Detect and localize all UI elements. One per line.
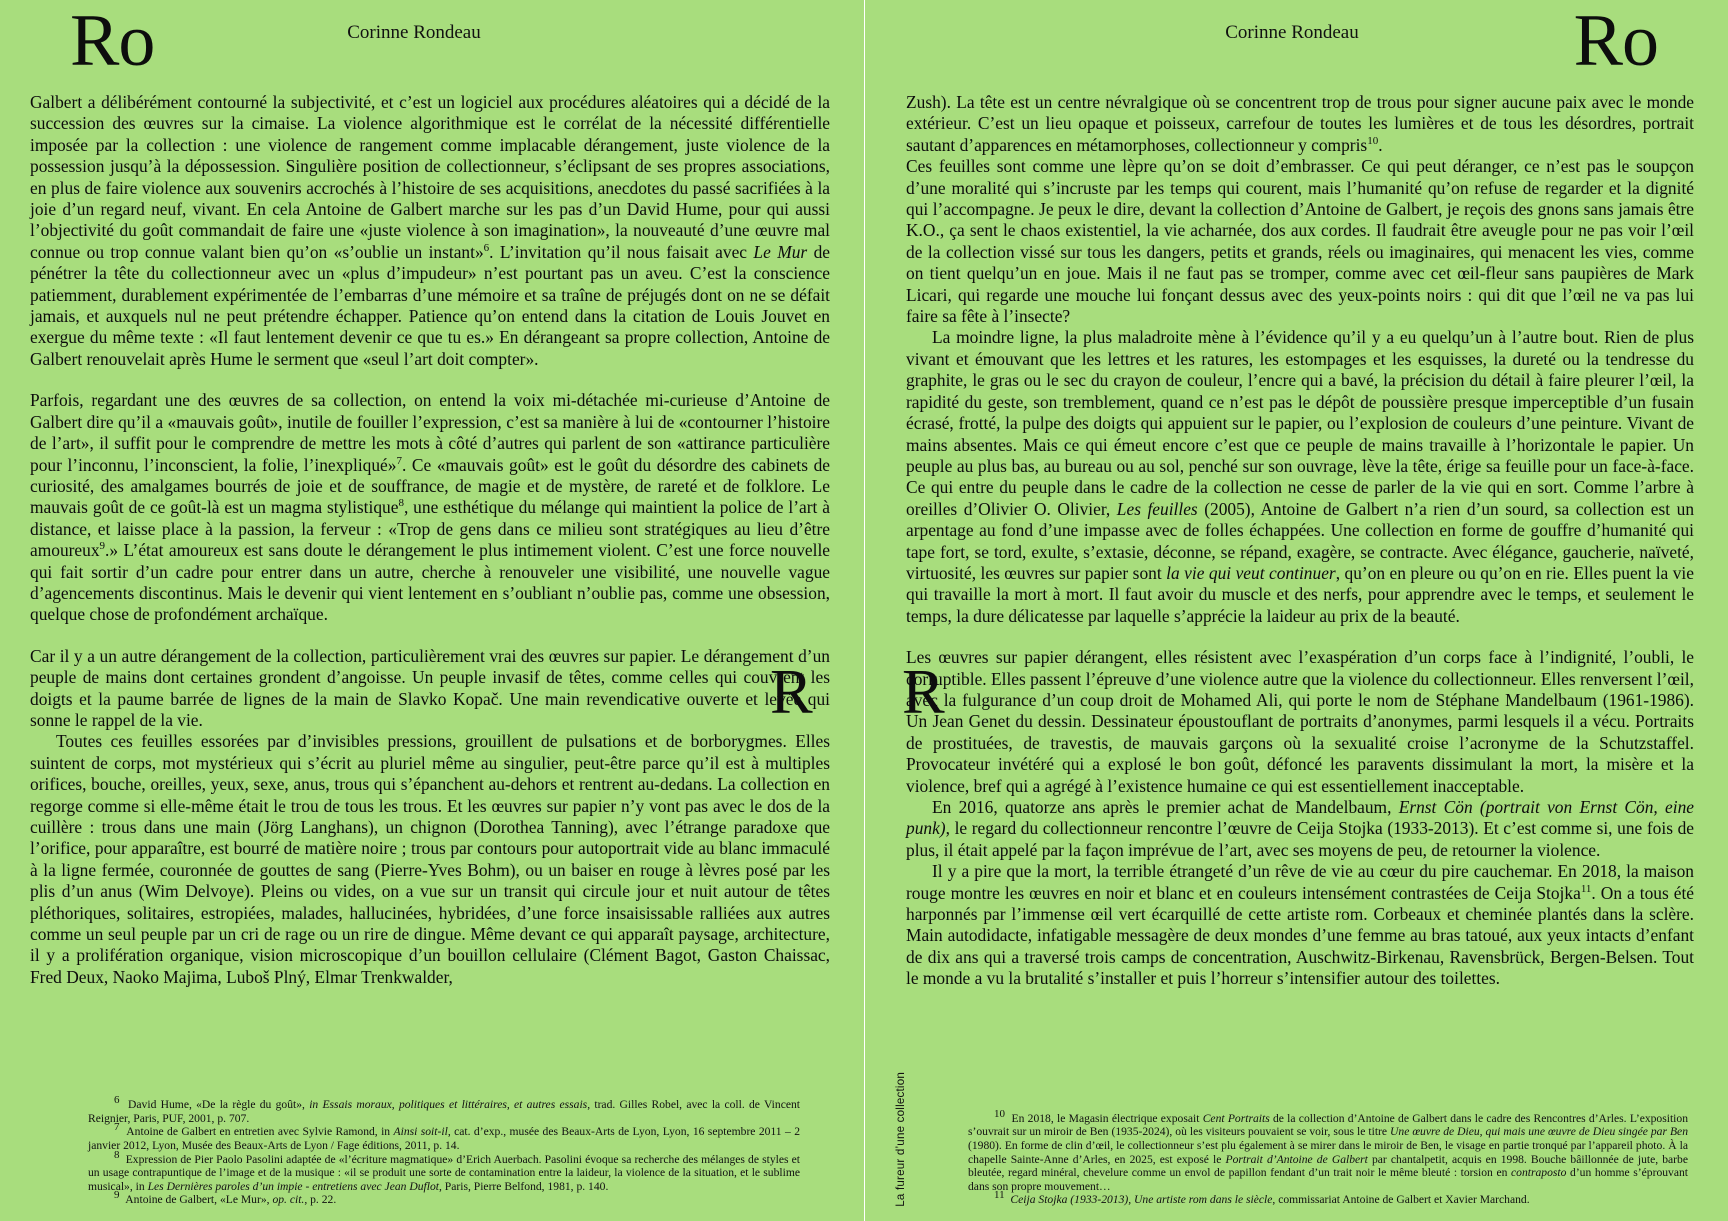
author-name-left: Corinne Rondeau xyxy=(347,22,481,43)
title-ernst-con: Ernst Cön (portrait von Ernst Cön, eine punk) xyxy=(906,797,1694,839)
right-footnotes xyxy=(968,1107,1689,1207)
footnote-7: $^7$ Antoine de Galbert en entretien avec Sylvie Ramond, in Ainsi soit-il, cat. d’exp., musée des Beaux-Arts de Lyon, Lyon, 16 septembre 2011 – 2 janvier 2012, Lyon, Musée des Beaux-Arts de Lyon / Fage éditions, 2011, p. 14. xyxy=(88,1121,800,1153)
spine-caption: La fureur d’une collection xyxy=(894,1072,907,1207)
title-le-mur: Le Mur xyxy=(753,241,808,262)
left-body-text xyxy=(30,92,830,988)
left-running-head xyxy=(30,0,830,92)
paragraph-4: Toutes ces feuilles essorées par d’invisibles pressions, grouillent de pulsations et de borborygmes. Elles suintent de corps, mot mystérieux qui s’écrit au pluriel même au singulier, peut-être parce qu’il est à multiples orifices, bouche, oreilles, yeux, sexe, anus, trous qui s’épanchent au-dehors et rentrent au-dedans. La collection en regorge comme si elle-même était le trou de tous les trous. Et les œuvres sur papier n’y vont pas avec le dos de la cuillère : trous dans une main (Jörg Langhans), un chignon (Dorothea Tanning), avec l’étrange paradoxe que l’orifice, pour apparaître, est bourré de matière noire ; trous par contours pour autoportrait vide au blanc immaculé à la ligne fermée, couronnée de gouttes de sang (Pierre-Yves Bohm), ou un baiser en rouge à lèvres posé par les plis d’un anus (Wim Delvoye). Pleins ou vides, on a vue sur un transit qui circule jour et nuit autour de têtes pléthoriques, solitaires, estropiées, malades, hallucinées, hybridées, d’une force insaisissable ralliées aux autres comme un seul peuple par un cri de rage ou un rire de dingue. Même devant ce qui apparaît paysage, architecture, il y a prolifération organique, vision microscopique d’un bouillon cellulaire (Clément Bagot, Gaston Chaissac, Fred Deux, Naoko Majima, Luboš Plný, Elmar Trenkwalder, xyxy=(30,731,830,987)
footnote-ref-11[interactable]: 11 xyxy=(1580,882,1592,895)
footnote-11: $^{11}$ Ceija Stojka (1933-2013), Une artiste rom dans le siècle, commissariat Antoine de Galbert et Xavier Marchand. xyxy=(994,1189,1530,1207)
right-running-head xyxy=(906,0,1694,92)
paragraph-7: La moindre ligne, la plus maladroite mène à l’évidence qu’il y a eu quelqu’un à l’autre bout. Rien de plus vivant et émouvant que les lettres et les ratures, les estompages et les esquisses, la dureté ou la tendresse du graphite, le gras ou le sec du crayon de couleur, l’encre qui a bavé, la précision du détail à faire pleurer l’œil, la rapidité du geste, son tremblement, quand ce n’est pas le dépôt de poussière presque imperceptible d’un fusain écrasé, frotté, la pulpe des doigts qui appuient sur le papier, ou l’explosion de couleurs d’une peinture. Vivant de mains absentes. Mais ce qui émeut encore c’est que ce peuple de mains travaille à l’horizontale le papier. Un peuple au plus bas, au bureau ou au sol, penché sur son ouvrage, lève la tête, érige sa feuille pour un face-à-face. Ce qui entre du peuple dans le cadre de la collection ne cesse de parler de la vie qui en sort. Comme l’arbre à oreilles d’Olivier O. Olivier, Les feuilles (2005), Antoine de Galbert n’a rien d’un sourd, sa collection est un arpentage au fond d’une impasse avec de folles échappées. Une collection en forme de gouffre d’humanité qui tape fort, se tord, exulte, s’extasie, déconne, se répand, exagère, se contracte. Avec élégance, gaucherie, naïveté, virtuosité, les œuvres sur papier sont la vie qui veut continuer, qu’on en pleure ou qu’on en rie. Elles puent la vie qui travaille la mort à mort. Il faut avoir du muscle et des nerfs, pour apprendre avec le temps, et seulement le temps, la dure délicatesse par laquelle s’apprécie la laideur au prix de la beauté. xyxy=(906,327,1695,626)
spread-gutter-divider xyxy=(864,0,865,1221)
footnote-6: $^6$ David Hume, «De la règle du goût», in Essais moraux, politiques et littéraires, et autres essais, trad. Gilles Robel, avec la coll. de Vincent Reignier, Paris, PUF, 2001, p. 707. xyxy=(88,1094,801,1125)
footnote-9: $^9$ Antoine de Galbert, «Le Mur», op. cit., p. 22. xyxy=(114,1189,337,1207)
footnote-ref-7[interactable]: 7 xyxy=(396,454,402,467)
paragraph-3: Car il y a un autre dérangement de la collection, particulièrement vrai des œuvres sur papier. Le dérangement d’un peuple de mains dont certaines grondent d’angoisse. Un peuple invasif de têtes, comme celles qui couvrent les doigts et la paume barrée de lignes de la main de Slavko Kopač. Une main revendicative ouverte et levée qui sonne le rappel de la vie. xyxy=(30,645,830,730)
footnote-10: $^{10}$ En 2018, le Magasin électrique exposait Cent Portraits de la collection d’Antoine de Galbert dans le cadre des Rencontres d’Arles. L’exposition s’ouvrait sur un miroir de Ben (1935-2024), où les visiteurs pouvaient se voir, sous le titre Une œuvre de Dieu, qui mais une œuvre de Dieu singée par Ben (1980). En forme de clin d’œil, le collectionneur s’est plu également à se mirer dans le miroir de Ben, le visage en partie tronqué par l’appareil photo. À la chapelle Sainte-Anne d’Arles, en 2025, est exposé le Portrait d’Antoine de Galbert par chantalpetit, acquis en 1998. Bouche bâillonnée de jute, barbe bleutée, regard minéral, chevelure comme un envol de papillon fendant d’un trait noir le même bleuté : torsion en contraposto d’un homme s’éprouvant dans son propre mouvement… xyxy=(968,1107,1689,1193)
author-name-right: Corinne Rondeau xyxy=(1225,22,1359,43)
footnote-ref-8[interactable]: 8 xyxy=(398,497,404,510)
paragraph-2: Parfois, regardant une des œuvres de sa collection, on entend la voix mi-détachée mi-curieuse d’Antoine de Galbert dire qu’il a «mauvais goût», inutile de fouiller l’expression, c’est sa manière à lui de «contourner l’histoire de l’art», il suffit pour le comprendre de mettre les mots à côté d’autres qui parlent de son «attirance particulière pour l’inconnu, l’inconscient, la folie, l’inexpliqué»$^7$. Ce «mauvais goût» est le goût du désordre des cabinets de curiosité, des amalgames bourrés de joie et de souffrance, de magie et de mystère, de rareté et de folklore. Le mauvais goût de ce goût-là est un magma stylistique$^8$, une esthétique du mélange qui maintient la police de l’art à distance, et laisse place à la passion, la ferveur : «Trop de gens dans ce milieu sont stratégiques au lieu d’être amoureux$^9$.» L’état amoureux est sans doute le dérangement le plus intimement violent. C’est une force nouvelle qui fait sortir d’un cadre pour entrer dans un autre, cherche à renouveler une visibilité, une nouvelle vague d’agencements discontinus. Mais le devenir qui vient lentement en s’oubliant n’oublie pas, comme une obsession, quelque chose de profondément archaïque. xyxy=(30,390,830,625)
drop-letter-right: Ro xyxy=(1573,0,1658,82)
paragraph-1: Galbert a délibérément contourné la subjectivité, et c’est un logiciel aux procédures aléatoires qui a décidé de la succession des œuvres sur la cimaise. La violence algorithmique est le corrélat de la nécessité différentielle imposée par la collection : une violence de rangement comme implacable dérangement, juste violence de la possession jusqu’à la dépossession. Singulière position de collectionneur, s’éclipsant de ses propres associations, en plus de faire violence aux souvenirs accrochés à l’histoire de ses acquisitions, anecdotes du passé sacrifiées à la joie d’un regard neuf, vivant. En cela Antoine de Galbert marche sur les pas d’un David Hume, pour qui aussi l’objectivité du goût commandait de faire une «juste violence à son imagination», la nouveauté d’une œuvre mal connue ou trop connue valant bien qu’on «s’oublie un instant»$^6$. L’invitation qu’il nous faisait avec Le Mur de pénétrer la tête du collectionneur avec un «plus d’impudeur» n’est pourtant pas un aveu. C’est la conscience patiemment, durablement expérimentée de l’embarras d’une mémoire et sa traîne de préjugés dont on ne se défait jamais, et auxquels nul ne peut prétendre échapper. Patience qu’on entend dans la citation de Louis Jouvet en exergue du même texte : «Il faut lentement devenir ce que tu es.» En dérangeant sa propre collection, Antoine de Galbert renouvelait après Hume le serment que «seul l’art doit compter». xyxy=(30,92,830,369)
left-footnotes xyxy=(88,1094,801,1207)
paragraph-10: Il y a pire que la mort, la terrible étrangeté d’un rêve de vie au cœur du pire cauchemar. En 2018, la maison rouge montre les œuvres en noir et blanc et en couleurs intensément contrastées de Ceija Stojka$^{11}$. On a tous été harponnés par l’immense œil vert écarquillé de cette artiste rom. Corbeaux et cheminée plantés dans la sclère. Main autodidacte, infatigable messagère de deux mondes d’une femme au bras tatoué, aux yeux intacts d’enfant de dix ans qui a traversé trois camps de concentration, Auschwitz-Birkenau, Ravensbrück, Bergen-Belsen. Tout le monde a vu la brutalité s’installer et puis l’horreur s’intensifier autour des toilettes. xyxy=(906,861,1694,989)
footnote-ref-6[interactable]: 6 xyxy=(483,242,490,255)
mark-right-R: R xyxy=(902,656,945,727)
paragraph-5: Zush). La tête est un centre névralgique où se concentrent trop de trous pour signer aucune paix avec le monde extérieur. C’est un lieu opaque et poisseux, carrefour de toutes les lumières et de tous les désordres, portrait sautant d’apparences en métamorphoses, collectionneur y compris$^{10}$. xyxy=(906,92,1694,155)
title-les-feuilles: Les feuilles xyxy=(1116,498,1198,519)
mark-left-R: R xyxy=(770,656,813,727)
footnote-ref-9[interactable]: 9 xyxy=(99,540,106,553)
footnote-ref-10[interactable]: 10 xyxy=(1367,135,1379,148)
right-page xyxy=(864,0,1728,1221)
footnote-8: $^8$ Expression de Pier Paolo Pasolini adaptée de «l’écriture magmatique» d’Erich Auerbach. Pasolini évoque sa recherche des mélanges de styles et un usage contrapuntique de l’image et de la musique : «il se produit une sorte de contamination entre la laideur, la violence de la situation, et le sublime musical», in Les Dernières paroles d’un impie - entretiens avec Jean Duflot, Paris, Pierre Belfond, 1981, p. 140. xyxy=(88,1148,800,1193)
paragraph-6: Ces feuilles sont comme une lèpre qu’on se doit d’embrasser. Ce qui peut déranger, ce n’est pas le soupçon d’une moralité qui s’incruste par les temps qui courent, mais l’humanité qu’on refuse de regarder et la dignité qui l’accompagne. Je peux le dire, devant la collection d’Antoine de Galbert, je reçois des gnons sans jamais être K.O., ça sent le chaos existentiel, la vie acharnée, dos aux cordes. Il faudrait être aveugle pour ne pas voir l’œil de la collection vissé sur tous les dangers, petits et grands, réels ou imaginaires, qui menacent les vies, comme on tient quelqu’un en joue. Mais il ne faut pas se tromper, comme avec cet œil-fleur sans paupières de Mark Licari, qui regarde une mouche lui fonçant dessus avec des yeux-points noirs : qui dit que l’œil ne va pas lui faire sa fête à l’insecte? xyxy=(906,156,1694,327)
paragraph-9: En 2016, quatorze ans après le premier achat de Mandelbaum, Ernst Cön (portrait von Ernst Cön, eine punk), le regard du collectionneur rencontre l’œuvre de Ceija Stojka (1933-2013). Et c’est comme si, une fois de plus, il était appelé par la façon imprévue de l’art, avec ses moyens de peu, de retourner la violence. xyxy=(906,797,1694,860)
right-body-text xyxy=(906,92,1694,990)
paragraph-8: Les œuvres sur papier dérangent, elles résistent avec l’exaspération d’un corps face à l’indignité, l’oubli, le corruptible. Elles passent l’épreuve d’une violence autre que la violence du collectionneur. Elles renversent l’œil, avec la fulgurance d’un coup droit de Mohamed Ali, qui porte le nom de Stéphane Mandelbaum (1961-1986). Un Jean Genet du dessin. Dessinateur époustouflant de portraits d’anonymes, parmi lesquels il a vécu. Portraits de prostituées, de travestis, de mauvais garçons où la sexualité croise l’acronyme de la Schutzstaffel. Provocateur invétéré qui a explosé le bon goût, défoncé les paravents dissimulant la mort, la misère et la violence, bref qui a agrégé à l’existence humaine ce qui est essentiellement inacceptable. xyxy=(906,647,1694,796)
emphasis-la-vie-qui-veut-continuer: la vie qui veut continuer xyxy=(1166,562,1336,583)
drop-letter-left: Ro xyxy=(70,0,155,82)
